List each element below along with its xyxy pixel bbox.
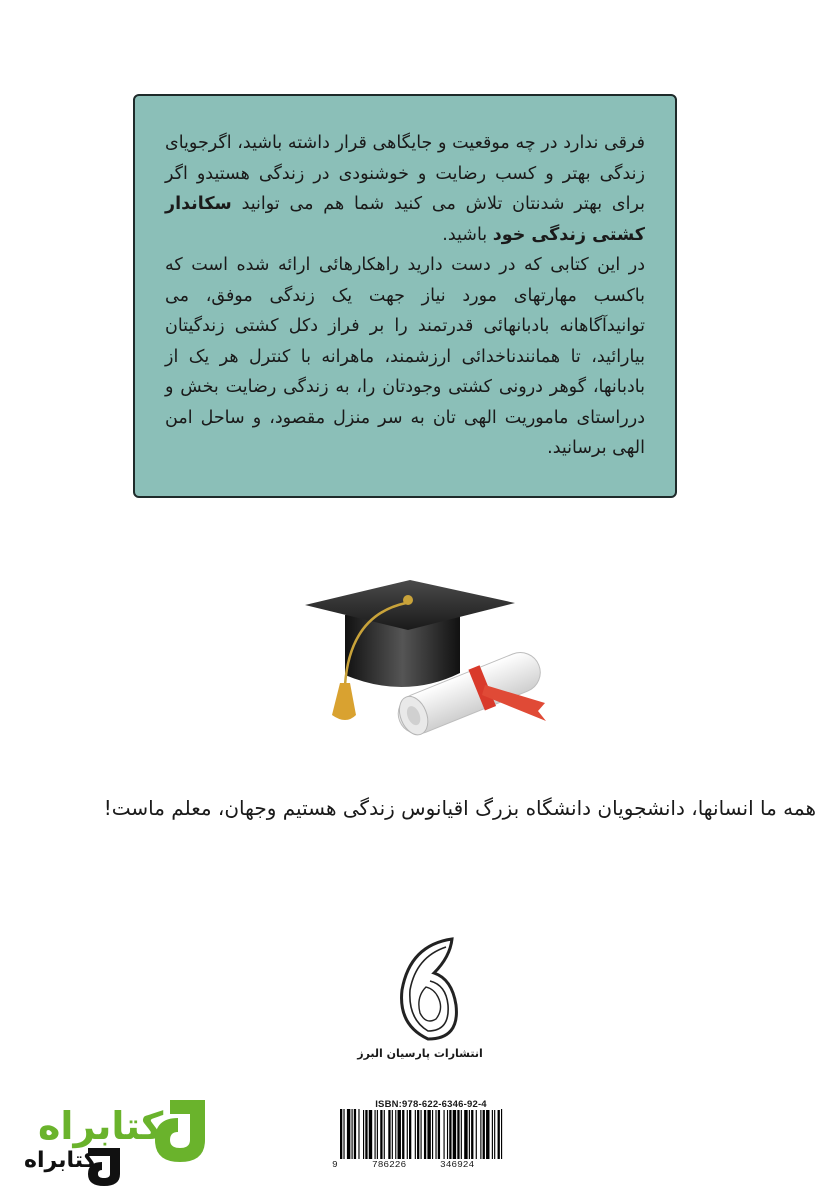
barcode-bar xyxy=(407,1109,408,1159)
barcode-bar xyxy=(494,1109,495,1159)
barcode-bar xyxy=(501,1109,502,1159)
barcode-bar xyxy=(358,1109,359,1159)
barcode-bar xyxy=(363,1109,364,1159)
barcode-bar xyxy=(469,1109,470,1159)
tagline: همه ما انسانها، دانشجویان دانشگاه بزرگ اقیانوس زندگی هستیم وجهان، معلم ماست! xyxy=(103,796,816,820)
barcode-bar xyxy=(388,1109,390,1159)
barcode-bar xyxy=(343,1109,344,1159)
barcode-bar xyxy=(402,1109,404,1159)
barcode-bar xyxy=(395,1109,396,1159)
barcode-bar xyxy=(380,1109,382,1159)
barcode-bar xyxy=(369,1109,372,1159)
barcode-bar xyxy=(464,1109,467,1159)
barcode-digit-group-1: 786226 xyxy=(372,1159,407,1170)
blurb-paragraph-1: فرقی ندارد در چه موقعیت و جایگاهی قرار داشته باشید، اگرجویای زندگی بهتر و کسب رضایت و خوشنودی در زندگی هستیدو اگر برای بهتر شدنتان تلاش می کنید شما هم می توانید سکاندار کشتی زندگی خود باشید. xyxy=(165,133,645,245)
barcode-bar xyxy=(354,1109,356,1159)
barcode-digit-group-2: 346924 xyxy=(440,1159,475,1170)
watermark-small-text: کتابراه xyxy=(24,1148,97,1173)
barcode-bar xyxy=(492,1109,493,1159)
blurb-box xyxy=(133,94,677,498)
barcode-bar xyxy=(375,1109,376,1159)
blurb-bold-phrase: سکاندار کشتی زندگی خود xyxy=(165,194,645,245)
publisher-name: انتشارات پارسیان البرز xyxy=(357,1047,483,1060)
barcode-bar xyxy=(480,1109,481,1159)
barcode-bar xyxy=(498,1109,500,1159)
graduation-cap-diploma-icon xyxy=(300,575,560,750)
barcode-bar xyxy=(438,1109,440,1159)
barcode-bar xyxy=(415,1109,416,1159)
barcode-bar xyxy=(453,1109,456,1159)
blurb-text xyxy=(165,128,645,464)
barcode-bar xyxy=(476,1109,477,1159)
barcode-bar xyxy=(435,1109,436,1159)
barcode-bar xyxy=(427,1109,430,1159)
barcode-bar xyxy=(340,1109,342,1159)
barcode-bar xyxy=(461,1109,462,1159)
barcode-bar xyxy=(347,1109,350,1159)
barcode-bar xyxy=(421,1109,422,1159)
barcode-bar xyxy=(398,1109,401,1159)
blurb-paragraph-2: در این کتابی که در دست دارید راهکارهائی ارائه شده است که باکسب مهارتهای مورد نیاز جهت یک زندگی موفق، می توانیدآگاهانه بادبانهائی قدرتمند را بر فراز دکل کشتی زندگیتان بیارائید، تا همانندناخدائی ارزشمند، ماهرانه با کنترل هر یک از بادبانها، گوهر درونی کشتی وجودتان را، به زندگی رضایت بخش و درراستای ماموریت الهی تان به سر منزل مقصود، و ساحل امن الهی برسانید. xyxy=(165,255,645,458)
barcode-bar xyxy=(471,1109,473,1159)
publisher-paisley-logo-icon xyxy=(390,935,470,1045)
barcode-bar xyxy=(447,1109,448,1159)
barcode-bar xyxy=(444,1109,445,1159)
barcode-bar xyxy=(409,1109,411,1159)
barcode-bar xyxy=(457,1109,459,1159)
barcode-bar xyxy=(392,1109,393,1159)
barcode-bar xyxy=(352,1109,353,1159)
barcode-bar xyxy=(483,1109,485,1159)
barcode-bar xyxy=(486,1109,489,1159)
watermark-main-text: کتابراه xyxy=(38,1104,164,1148)
barcode-bar xyxy=(377,1109,378,1159)
barcode-bar xyxy=(365,1109,367,1159)
barcode-bar xyxy=(384,1109,385,1159)
isbn-label: ISBN:978-622-6346-92-4 xyxy=(362,1099,500,1110)
barcode-bar xyxy=(417,1109,419,1159)
barcode-digit-first: 9 xyxy=(332,1159,338,1170)
barcode-bar xyxy=(432,1109,433,1159)
barcode-bar xyxy=(449,1109,451,1159)
barcode-bar xyxy=(424,1109,426,1159)
